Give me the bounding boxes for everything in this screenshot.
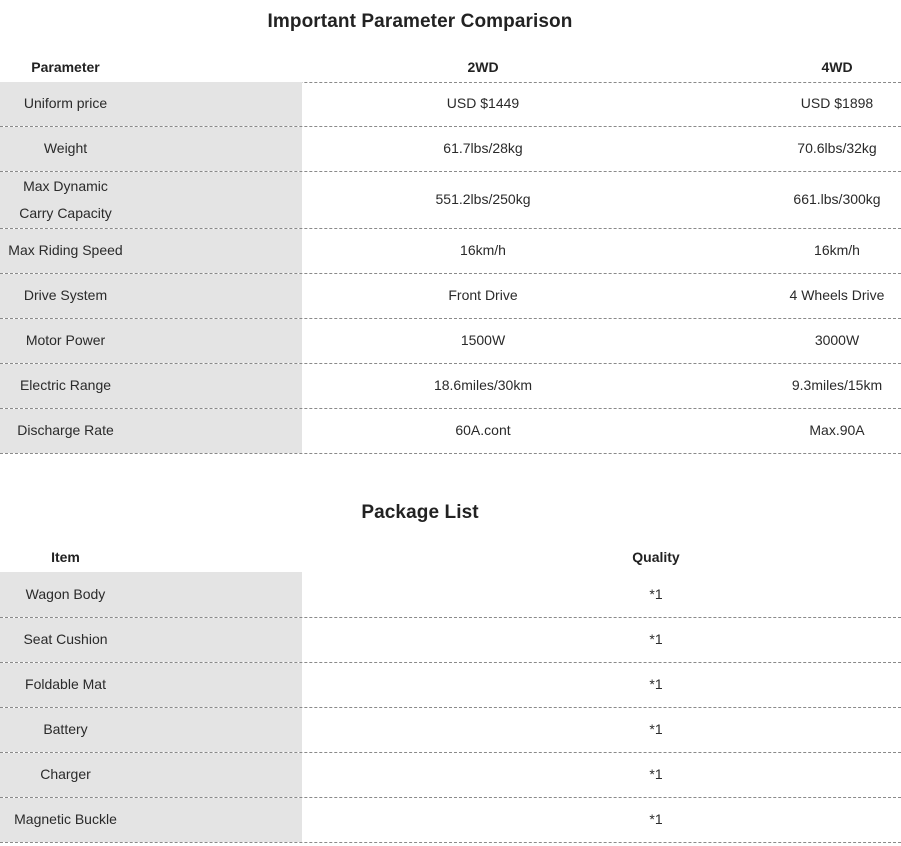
table-row bbox=[0, 364, 901, 409]
table-row bbox=[0, 172, 901, 229]
row-label: Motor Power bbox=[25, 332, 106, 348]
row-label: Discharge Rate bbox=[17, 422, 114, 438]
row-label: Max Riding Speed bbox=[8, 242, 123, 258]
row-value-2wd: Front Drive bbox=[448, 287, 518, 303]
row-value-4wd: USD $1898 bbox=[800, 95, 874, 111]
row-value-2wd: USD $1449 bbox=[446, 95, 520, 111]
table-row bbox=[0, 798, 901, 843]
table-row bbox=[0, 319, 901, 364]
comparison-header-row bbox=[0, 54, 901, 83]
table-row bbox=[0, 274, 901, 319]
package-header-row bbox=[0, 545, 901, 572]
row-label: Uniform price bbox=[23, 95, 108, 111]
table-row bbox=[0, 708, 901, 753]
item-label: Charger bbox=[40, 766, 91, 782]
item-qty: *1 bbox=[649, 811, 663, 827]
table-row bbox=[0, 753, 901, 798]
item-label: Seat Cushion bbox=[23, 631, 108, 647]
item-qty: *1 bbox=[649, 631, 663, 647]
row-value-4wd: 9.3miles/15km bbox=[791, 377, 883, 393]
item-qty: *1 bbox=[649, 766, 663, 782]
header-4wd: 4WD bbox=[821, 59, 853, 75]
table-row bbox=[0, 409, 901, 454]
row-label: Weight bbox=[43, 140, 88, 156]
table-row bbox=[0, 82, 901, 127]
table-row bbox=[0, 127, 901, 172]
row-label: Electric Range bbox=[19, 377, 112, 393]
header-item: Item bbox=[51, 549, 80, 565]
table-row bbox=[0, 618, 901, 663]
row-value-4wd: 661.lbs/300kg bbox=[793, 191, 881, 207]
row-label: Drive System bbox=[23, 287, 108, 303]
comparison-title: Important Parameter Comparison bbox=[267, 11, 573, 32]
header-2wd: 2WD bbox=[467, 59, 499, 75]
row-value-4wd: Max.90A bbox=[809, 422, 865, 438]
row-value-4wd: 4 Wheels Drive bbox=[789, 287, 885, 303]
item-qty: *1 bbox=[649, 676, 663, 692]
row-value-2wd: 18.6miles/30km bbox=[433, 377, 533, 393]
row-value-2wd: 1500W bbox=[460, 332, 506, 348]
item-label: Magnetic Buckle bbox=[14, 811, 117, 827]
table-row bbox=[0, 229, 901, 274]
row-value-4wd: 3000W bbox=[814, 332, 860, 348]
item-label: Battery bbox=[43, 721, 88, 737]
item-label: Foldable Mat bbox=[25, 676, 106, 692]
header-parameter: Parameter bbox=[31, 59, 100, 75]
item-label: Wagon Body bbox=[25, 586, 106, 602]
item-qty: *1 bbox=[649, 721, 663, 737]
row-label-line1: Max Dynamic bbox=[23, 178, 108, 194]
row-value-2wd: 551.2lbs/250kg bbox=[435, 191, 531, 207]
table-row bbox=[0, 663, 901, 708]
item-qty: *1 bbox=[649, 586, 663, 602]
row-label-line2: Carry Capacity bbox=[19, 205, 112, 221]
row-value-2wd: 16km/h bbox=[460, 242, 506, 258]
row-value-2wd: 60A.cont bbox=[455, 422, 511, 438]
row-value-2wd: 61.7lbs/28kg bbox=[443, 140, 523, 156]
row-value-4wd: 70.6lbs/32kg bbox=[797, 140, 877, 156]
header-quality: Quality bbox=[632, 549, 680, 565]
package-title: Package List bbox=[361, 502, 479, 523]
table-row bbox=[0, 572, 901, 618]
row-value-4wd: 16km/h bbox=[814, 242, 860, 258]
